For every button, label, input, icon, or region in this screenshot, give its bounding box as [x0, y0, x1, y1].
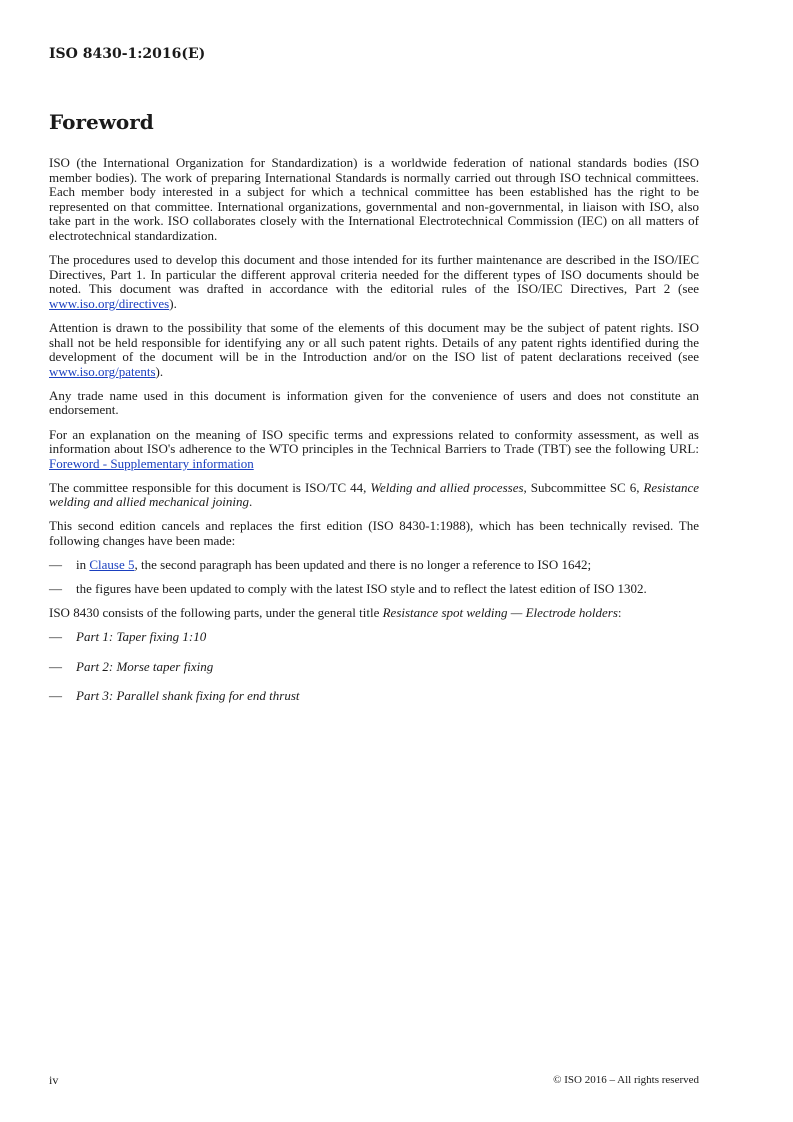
paragraph-iso-intro: ISO (the International Organization for Standardization) is a worldwide federation of national standards bodies (ISO member bodies). The work of preparing International Standards is normally carried out through ISO technical committees. Each member body interested in a subject for which a technical committee has been established has the right to be represented on that committee. International organizations, governmental and non-governmental, in liaison with ISO, also take part in the work. ISO collaborates closely with the International Electrotechnical Commission (IEC) on all matters of electrotechnical standardization.: [49, 155, 699, 243]
paragraph-parts: ISO 8430 consists of the following parts, under the general title Resistance spot welding — Electrode holders:: [49, 605, 622, 621]
supplementary-info-link[interactable]: Foreword - Supplementary information: [49, 455, 254, 471]
paragraph-patents: Attention is drawn to the possibility that some of the elements of this document may be the subject of patent rights. ISO shall not be held responsible for identifying any or all such patent rights. Details of any patent rights identified during the development of the document will be in the Introduction and/or on the ISO list of patent declarations received (see www.iso.org/patents).: [49, 319, 699, 379]
paragraph-trade-name: Any trade name used in this document is information given for the convenience of users and does not constitute an endorsement.: [49, 387, 699, 418]
part-item: — Part 3: Parallel shank fixing for end thrust: [49, 687, 300, 703]
directives-link[interactable]: www.iso.org/directives: [49, 295, 170, 311]
clause-5-link[interactable]: Clause 5: [89, 557, 135, 573]
dash-bullet: —: [49, 658, 62, 674]
change-item-figures: — the figures have been updated to comply with the latest ISO style and to reflect the latest edition of ISO 1302.: [49, 581, 647, 597]
dash-bullet: —: [49, 629, 62, 645]
document-id: ISO 8430-1:2016(E): [49, 46, 206, 62]
part-item: — Part 1: Taper fixing 1:10: [49, 629, 207, 645]
dash-bullet: —: [49, 557, 62, 573]
page-title: Foreword: [49, 110, 154, 134]
foreword-body: [49, 156, 699, 718]
paragraph-committee: The committee responsible for this document is ISO/TC 44, Welding and allied processes, Subcommittee SC 6, Resistance welding and allied mechanical joining.: [49, 479, 699, 510]
part-item: — Part 2: Morse taper fixing: [49, 658, 214, 674]
paragraph-edition: This second edition cancels and replaces the first edition (ISO 8430-1:1988), which has been technically revised. The following changes have been made:: [49, 518, 699, 549]
paragraph-procedures: The procedures used to develop this document and those intended for its further maintenance are described in the ISO/IEC Directives, Part 1. In particular the different approval criteria needed for the different types of ISO documents should be noted. This document was drafted in accordance with the editorial rules of the ISO/IEC Directives, Part 2 (see www.iso.org/directives).: [49, 252, 699, 311]
dash-bullet: —: [49, 581, 62, 597]
patents-link[interactable]: www.iso.org/patents: [49, 363, 156, 379]
paragraph-conformity: For an explanation on the meaning of ISO specific terms and expressions related to conformity assessment, as well as information about ISO's adherence to the WTO principles in the Technical Barriers to Trade (TBT) see the following URL: Foreword - Supplementary information: [49, 426, 699, 471]
page-number: iv: [49, 1073, 59, 1087]
change-item-clause-5: — in Clause 5, the second paragraph has been updated and there is no longer a reference to ISO 1642;: [49, 557, 592, 573]
copyright-notice: © ISO 2016 – All rights reserved: [553, 1074, 699, 1086]
dash-bullet: —: [49, 687, 62, 703]
